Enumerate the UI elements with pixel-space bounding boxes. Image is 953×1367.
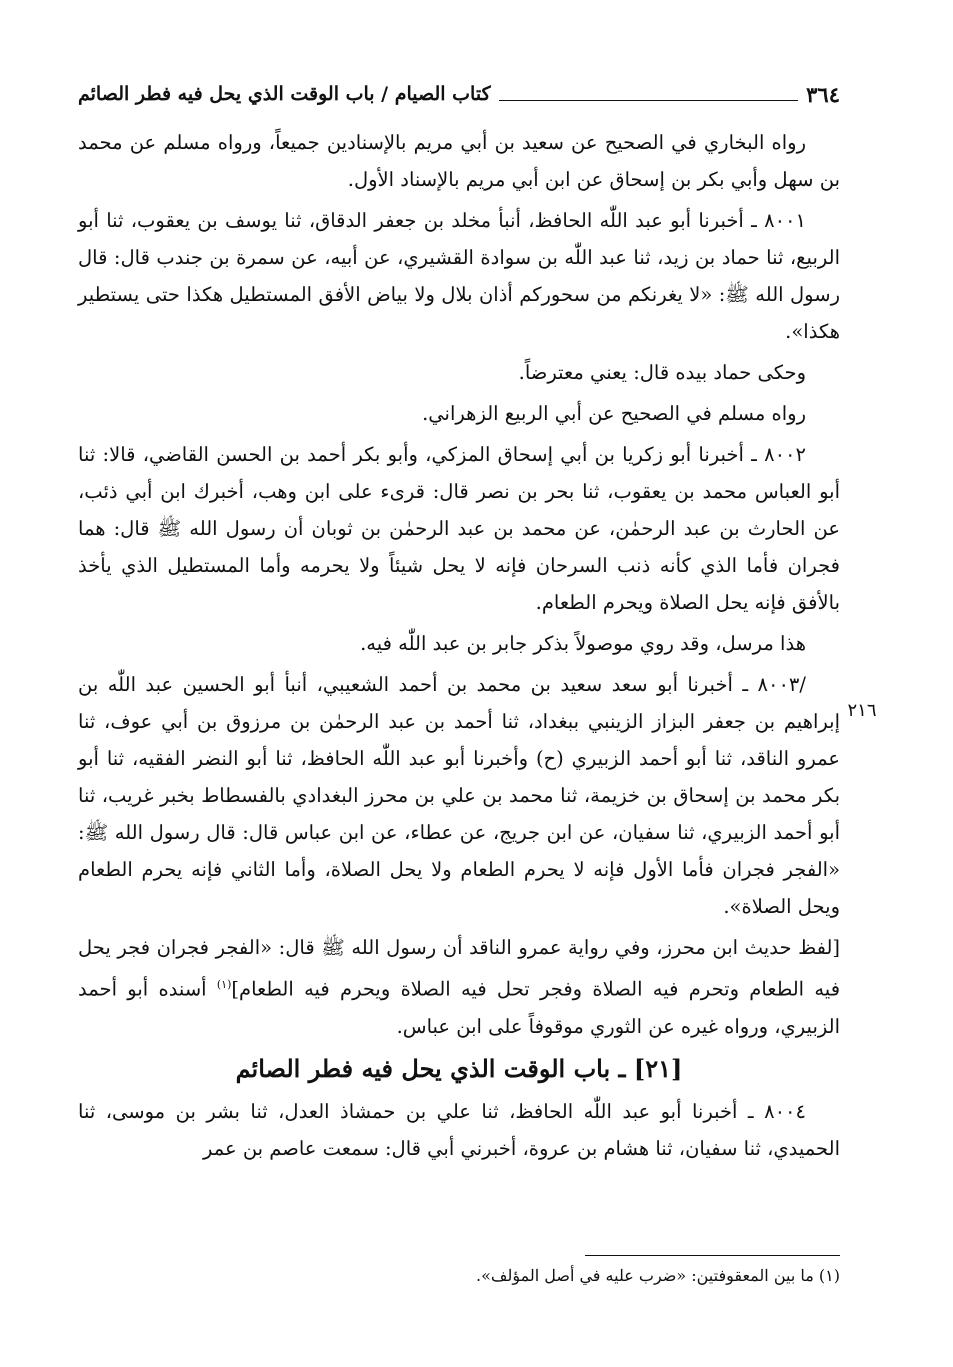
hadith-8004: ٨٠٠٤ ـ أخبرنا أبو عبد اللّٰه الحافظ، ثنا علي بن حمشاذ العدل، ثنا بشر بن موسى، ثنا الحميدي، ثنا سفيان، ثنا هشام بن عروة، أخبرني أبي قال: سمعت عاصم بن عمر — [78, 1099, 840, 1160]
footnote: (١) ما بين المعقوفتين: «ضرب عليه في أصل المؤلف». — [476, 1266, 840, 1285]
header-rule — [499, 100, 799, 101]
note-continuation: أسنده أبو أحمد الزبيري، ورواه غيره عن الثوري موقوفاً على ابن عباس. — [78, 977, 840, 1038]
paragraph: رواه البخاري في الصحيح عن سعيد بن أبي مريم بالإسنادين جميعاً، ورواه مسلم عن محمد بن سهل وأبي بكر بن إسحاق عن ابن أبي مريم بالإسناد الأول. — [78, 131, 840, 191]
hadith-8001: ٨٠٠١ ـ أخبرنا أبو عبد اللّٰه الحافظ، أنبأ مخلد بن جعفر الدقاق، ثنا يوسف بن يعقوب، ثنا أبو الربيع، ثنا حماد بن زيد، ثنا عبد اللّٰه بن سوادة القشيري، عن أبيه، عن سمرة بن جندب قال: قال رسول الله ﷺ: «لا يغرنكم من سحوركم أذان بلال ولا بياض الأفق المستطيل هكذا حتى يستطير هكذا». — [78, 209, 840, 343]
page-number: ٣٦٤ — [806, 81, 840, 107]
main-text — [78, 124, 840, 1171]
hadith-8003: /٨٠٠٣ ـ أخبرنا أبو سعد سعيد بن محمد بن أحمد الشعيبي، أنبأ أبو الحسين عبد اللّٰه بن إبراهيم بن جعفر البزاز الزينبي ببغداد، ثنا أحمد بن عبد الرحمٰن بن مرزوق بن أبي عوف، ثنا عمرو الناقد، ثنا أبو أحمد الزبيري (ح) وأخبرنا أبو عبد اللّٰه الحافظ، ثنا أبو النضر الفقيه، ثنا أبو بكر محمد بن إسحاق بن خزيمة، ثنا محمد بن علي بن محرز البغدادي بالفسطاط بخبر غريب، ثنا أبو أحمد الزبيري، ثنا سفيان، عن ابن جريج، عن عطاء، عن ابن عباس قال: قال رسول الله ﷺ: «الفجر فجران فأما الأول فإنه لا يحرم الطعام ولا يحل الصلاة، وأما الثاني فإنه يحرم الطعام ويحل الصلاة». — [78, 673, 840, 918]
hadith-8002: ٨٠٠٢ ـ أخبرنا أبو زكريا بن أبي إسحاق المزكي، وأبو بكر أحمد بن الحسن القاضي، قالا: ثنا أبو العباس محمد بن يعقوب، ثنا بحر بن نصر قال: قرىء على ابن وهب، أخبرك ابن أبي ذئب، عن الحارث بن عبد الرحمٰن، عن محمد بن عبد الرحمٰن بن ثوبان أن رسول الله ﷺ قال: هما فجران فأما الذي كأنه ذنب السرحان فإنه لا يحل شيئاً ولا يحرمه وأما المستطيل الذي يأخذ بالأفق فإنه يحل الصلاة ويحرم الطعام. — [78, 443, 840, 614]
bracketed-text: [لفظ حديث ابن محرز، وفي رواية عمرو الناقد أن رسول الله ﷺ قال: «الفجر فجران فجر يحل فيه الطعام وتحرم فيه الصلاة وفجر تحل فيه الصلاة ويحرم فيه الطعام] — [78, 936, 841, 1001]
footnote-ref: (١) — [216, 978, 232, 991]
paragraph: رواه مسلم في الصحيح عن أبي الربيع الزهراني. — [422, 402, 806, 425]
paragraph: هذا مرسل، وقد روي موصولاً بذكر جابر بن عبد اللّٰه فيه. — [360, 632, 806, 655]
bracketed-note — [78, 929, 840, 1045]
paragraph: وحكى حماد بيده قال: يعني معترضاً. — [518, 361, 806, 384]
running-title: كتاب الصيام / باب الوقت الذي يحل فيه فطر الصائم — [78, 83, 491, 105]
margin-page-number: ٢١٦ — [847, 700, 877, 721]
page-header — [78, 74, 840, 114]
footnote-rule — [585, 1255, 840, 1256]
chapter-heading: [٢١] ـ باب الوقت الذي يحل فيه فطر الصائم — [235, 1053, 683, 1083]
